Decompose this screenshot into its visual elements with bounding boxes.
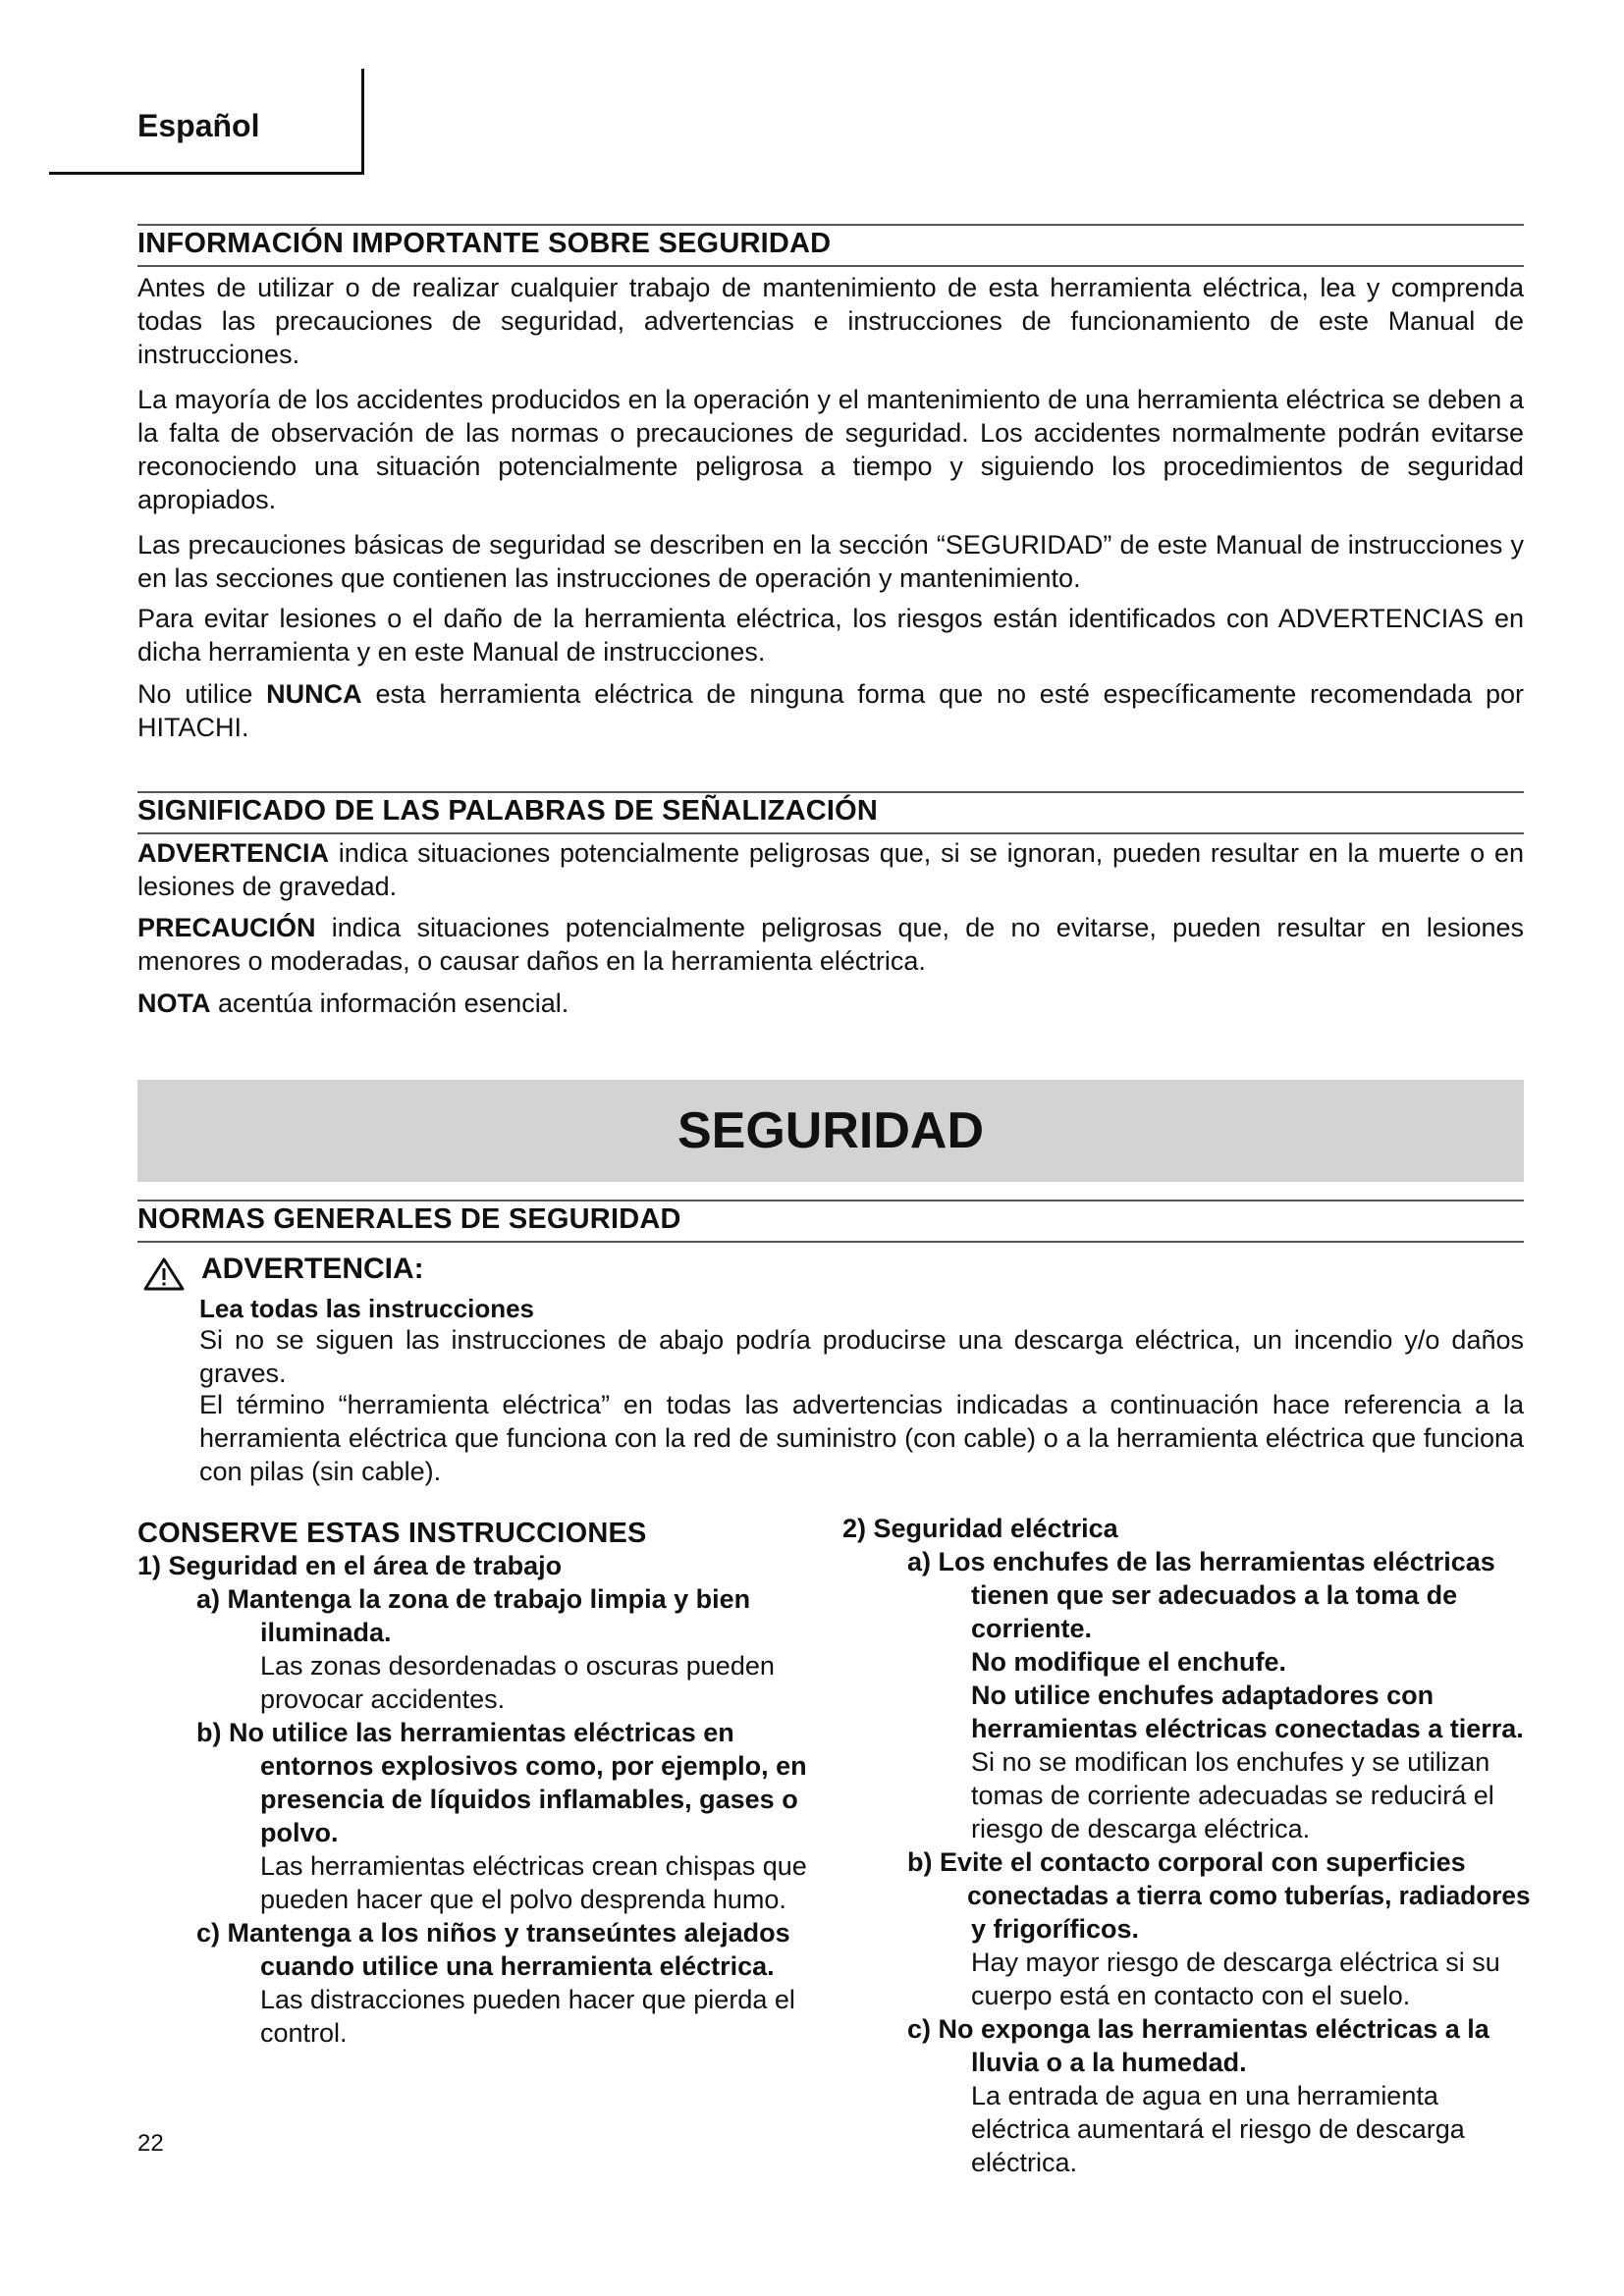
rule-a-label: tienen que ser adecuados a la toma de [971,1580,1458,1610]
rule-c-text: control. [260,2018,348,2048]
page-number: 22 [137,2130,164,2157]
subsection-work-area: 1) Seguridad en el área de trabajo [137,1551,563,1580]
rule-a-text: provocar accidentes. [260,1684,506,1714]
rule-a-text: Si no se modifican los enchufes y se utilizan [971,1747,1490,1777]
rule-c-label: lluvia o a la humedad. [971,2048,1247,2077]
section-rule [137,265,1524,267]
paragraph: Antes de utilizar o de realizar cualquier trabajo de mantenimiento de esta herramienta eléctrica, lea y comprenda todas las precauciones de seguridad, advertencias e instrucciones de funcionamiento de este Manual de instrucciones. [137,273,1524,369]
rule-a-label: No utilice enchufes adaptadores con [971,1681,1435,1710]
paragraph: Si no se siguen las instrucciones de abajo podría producirse una descarga eléctrica, un incendio y/o daños graves. [199,1325,1524,1388]
rule-b-label: y frigoríficos. [971,1914,1140,1944]
text: indica situaciones potencialmente peligrosas que, si se ignoran, pueden resultar en la muerte o en lesiones de gravedad. [137,838,1524,901]
section-title-general-rules: NORMAS GENERALES DE SEGURIDAD [137,1203,681,1235]
rule-c-text: Las distracciones pueden hacer que pierda el [260,1985,795,2014]
seguridad-banner [137,1080,1524,1182]
language-label: Español [137,108,260,143]
rule-a-text: tomas de corriente adecuadas se reducirá el [971,1781,1494,1810]
text: No utilice [137,679,267,709]
paragraph: Para evitar lesiones o el daño de la herramienta eléctrica, los riesgos están identificados con ADVERTENCIAS en dicha herramienta y en este Manual de instrucciones. [137,604,1524,667]
rule-b-text: pueden hacer que el polvo desprenda humo. [260,1885,786,1914]
signal-word: PRECAUCIÓN [137,913,316,942]
rule-c-text: eléctrica aumentará el riesgo de descarga [971,2114,1465,2144]
rule-b-label: b) Evite el contacto corporal con superficies [907,1847,1466,1877]
rule-c-text: eléctrica. [971,2148,1078,2177]
rule-a-label: iluminada. [260,1618,392,1647]
emphasis: NUNCA [266,679,362,709]
section-rule [137,791,1524,793]
read-all-instructions: Lea todas las instrucciones [199,1294,535,1323]
rule-a-text: riesgo de descarga eléctrica. [971,1814,1311,1843]
rule-a-label: herramientas eléctricas conectadas a tierra. [971,1714,1524,1743]
rule-b-label: b) No utilice las herramientas eléctricas en [196,1718,734,1747]
section-title-signal-words: SIGNIFICADO DE LAS PALABRAS DE SEÑALIZACIÓN [137,795,879,827]
rule-b-label: polvo. [260,1818,339,1847]
text: indica situaciones potencialmente peligrosas que, de no evitarse, pueden resultar en lesiones menores o moderadas, o causar daños en la herramienta eléctrica. [137,913,1524,976]
paragraph: Las precauciones básicas de seguridad se describen en la sección “SEGURIDAD” de este Manual de instrucciones y en las secciones que contienen las instrucciones de operación y mantenimiento. [137,530,1524,593]
warning-title: ADVERTENCIA: [201,1253,424,1285]
rule-a-label: No modifique el enchufe. [971,1647,1287,1677]
warning-triangle-icon [143,1257,185,1291]
paragraph: El término “herramienta eléctrica” en todas las advertencias indicadas a continuación hace referencia a la herramienta eléctrica que funciona con la red de suministro (con cable) o a la herramienta eléctrica que funciona con pilas (sin cable). [199,1390,1524,1486]
rule-c-label: c) Mantenga a los niños y transeúntes alejados [196,1918,790,1948]
rule-a-label: a) Mantenga la zona de trabajo limpia y bien [196,1584,751,1614]
conserve-instructions-title: CONSERVE ESTAS INSTRUCCIONES [137,1518,647,1549]
section-title-important-info: INFORMACIÓN IMPORTANTE SOBRE SEGURIDAD [137,228,832,259]
paragraph-advertencia [137,836,1524,903]
section-rule [137,1200,1524,1201]
rule-b-label: presencia de líquidos inflamables, gases o [260,1785,798,1814]
left-column [137,1549,825,2050]
section-rule [137,832,1524,834]
text: acentúa información esencial. [210,988,569,1018]
language-tab [49,69,364,175]
subsection-electrical-safety: 2) Seguridad eléctrica [842,1514,1118,1543]
paragraph [137,677,1524,744]
rule-c-text: La entrada de agua en una herramienta [971,2081,1438,2110]
text: esta herramienta eléctrica de ninguna forma que no esté específicamente recomendada por HITACHI. [137,679,1525,742]
paragraph: La mayoría de los accidentes producidos en la operación y el mantenimiento de una herramienta eléctrica se deben a la falta de observación de las normas o precauciones de seguridad. Los accidentes normalmente podrán evitarse reconociendo una situación potencialmente peligrosa a tiempo y siguiendo los procedimientos de seguridad apropiados. [137,385,1524,514]
section-rule [137,224,1524,226]
rule-a-text: Las zonas desordenadas o oscuras pueden [260,1651,775,1681]
rule-b-label: entornos explosivos como, por ejemplo, en [260,1751,807,1781]
right-column [842,1512,1530,2179]
rule-a-label: a) Los enchufes de las herramientas eléctricas [907,1547,1495,1576]
rule-c-label: c) No exponga las herramientas eléctricas a la [907,2014,1489,2044]
rule-b-text: cuerpo está en contacto con el suelo. [971,1981,1411,2010]
paragraph-nota [137,987,1524,1020]
rule-a-label: corriente. [971,1614,1093,1643]
rule-b-text: Las herramientas eléctricas crean chispas que [260,1851,807,1881]
paragraph-precaucion [137,911,1524,978]
section-rule [137,1241,1524,1243]
banner-title: SEGURIDAD [677,1102,985,1159]
rule-b-text: Hay mayor riesgo de descarga eléctrica si su [971,1948,1500,1977]
rule-b-label: conectadas a tierra como tuberías, radiadores [967,1881,1531,1910]
signal-word: ADVERTENCIA [137,838,330,868]
signal-word: NOTA [137,988,211,1018]
rule-c-label: cuando utilice una herramienta eléctrica. [260,1951,775,1981]
